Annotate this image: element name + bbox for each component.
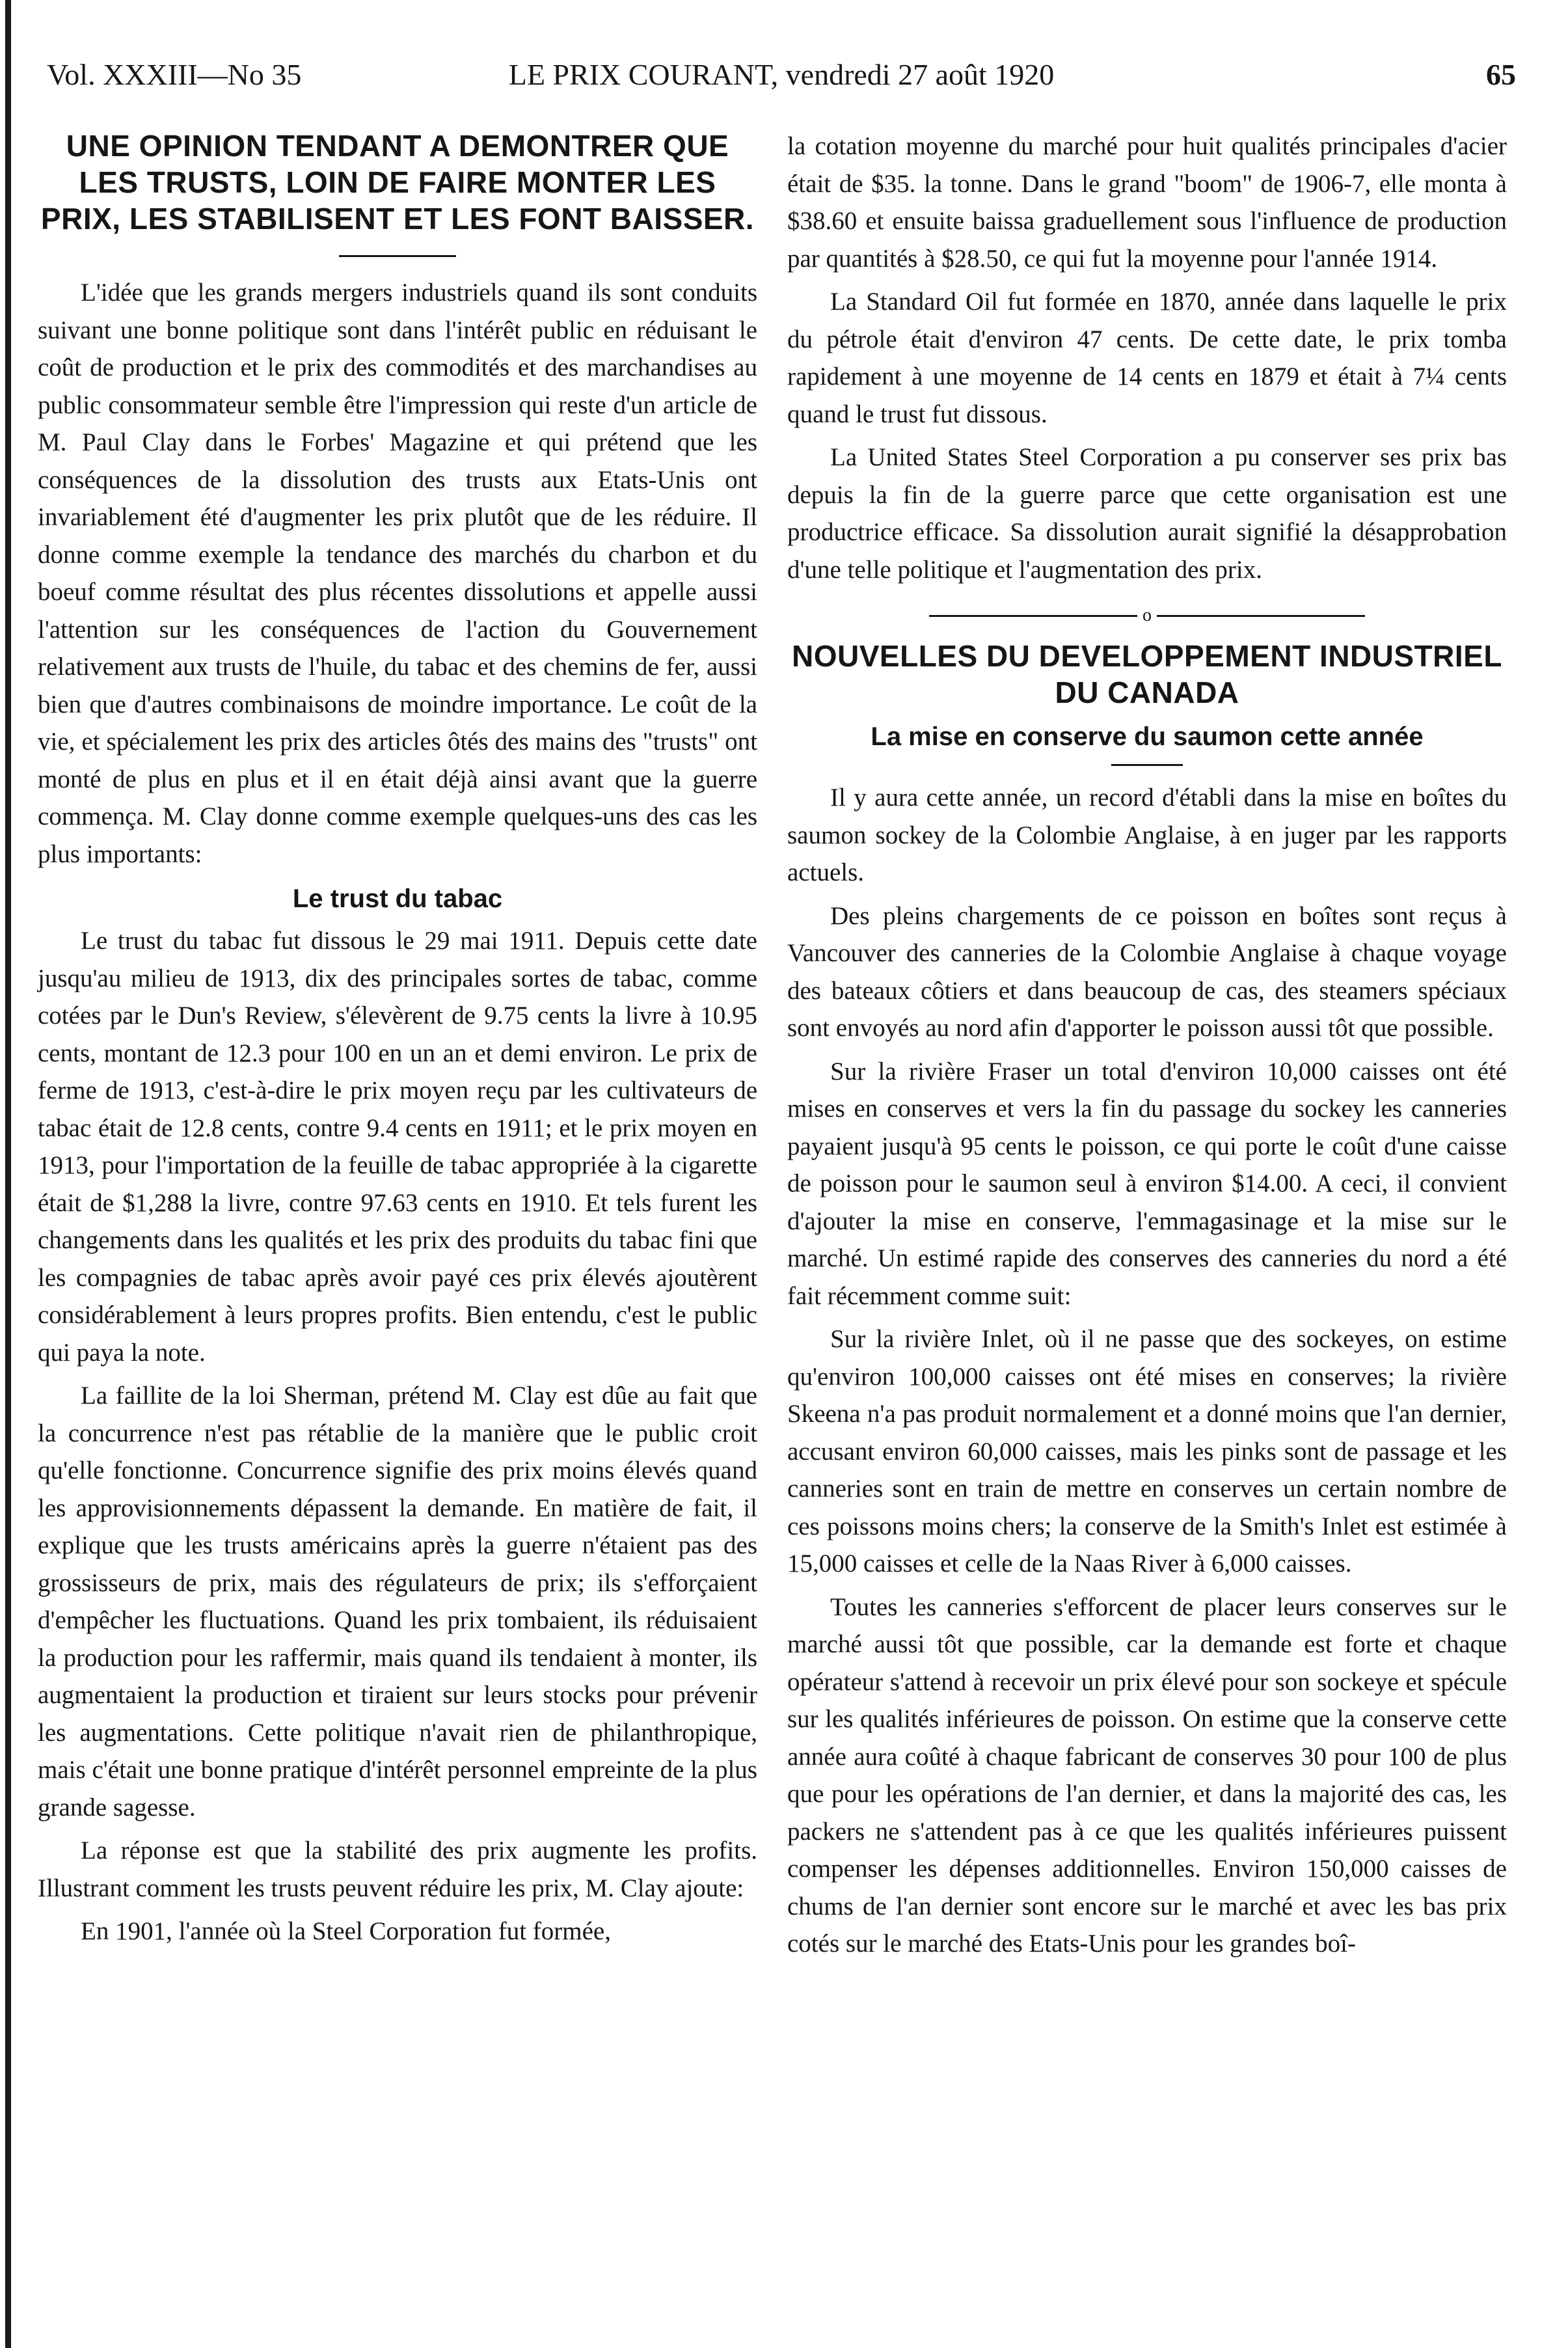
canneries-paragraph: Toutes les canneries s'efforcent de placer leurs conserves sur le marché aussi tôt que possible, car la demande est forte et chaque opérateur s'attend à recevoir un prix élevé pour son sockeye et spécule sur les qualités inférieures de poisson. On estime que la conserve cette année aura coûté à chaque fabricant de conserves 30 pour 100 de plus que pour les opérations de l'an dernier, et dans la majorité des cas, les packers ne s'attendent pas à ce que les qualités inférieures puissent compenser les dépenses additionnelles. Environ 150,000 caisses de chums de l'an dernier sont encore sur le marché et avec les bas prix cotés sur le marché des Etats-Unis pour les grandes boî-: [787, 1592, 1507, 1958]
pleins-chargements-paragraph: Des pleins chargements de ce poisson en boîtes sont reçus à Vancouver des canneries de la Colombie Anglaise à chaque voyage des bateaux côtiers et dans beaucoup de cas, des steamers spéciaux sont envoyés au nord afin d'apporter le poisson aussi tôt que possible.: [787, 901, 1507, 1042]
us-steel-paragraph: La United States Steel Corporation a pu conserver ses prix bas depuis la fin de la guerre parce que cette organisation est une productrice efficace. Sa dissolution aurait signifié la désapprobation d'une telle politique et l'augmentation des prix.: [787, 443, 1507, 584]
fraser-paragraph: Sur la rivière Fraser un total d'environ 10,000 caisses ont été mises en conserves et vers la fin du passage du sockey les canneries payaient jusqu'à 95 cents le poisson, ce qui porte le coût d'une caisse de poisson pour le saumon seul à environ $14.00. A ceci, il convient d'ajouter la mise en conserve, l'emmagasinage et la mise sur le marché. Un estimé rapide des conserves des canneries du nord a été fait récemment comme suit:: [787, 1057, 1507, 1310]
publication-title: LE PRIX COURANT, vendredi 27 août 1920: [508, 58, 1055, 91]
saumon-subhead: La mise en conserve du saumon cette année: [871, 722, 1424, 751]
left-column: [38, 128, 757, 1956]
sherman-paragraph: La faillite de la loi Sherman, prétend M. Clay est dûe au fait que la concurrence n'est pas rétablie de la manière que le public croit qu'elle fonctionne. Concurrence signifie des prix moins élevés quand les approvisionnements dépassent la demande. En matière de fait, il explique que les trusts américains après la guerre n'étaient pas des grossisseurs de prix, mais des régulateurs de prix; ils s'efforçaient d'empêcher les fluctuations. Quand les prix tombaient, ils réduisaient la production pour les raffermir, mais quand ils tendaient à monter, ils augmentaient la production et tiraient sur leurs stocks pour prévenir les augmentations. Cette politique n'avait rien de philanthropique, mais c'était une bonne pratique d'intérêt personnel empreinte de la plus grande sagesse.: [38, 1382, 757, 1822]
right-column: [787, 128, 1507, 1969]
page-header: [47, 57, 1516, 103]
headline-rule: [339, 255, 456, 257]
subhead-rule: [1111, 764, 1183, 766]
volume-number: Vol. XXXIII—No 35: [47, 58, 302, 91]
inlet-paragraph: Sur la rivière Inlet, où il ne passe que des sockeyes, on estime qu'environ 100,000 caisses ont été mises en conserves; la rivière Skeena n'a pas produit normalement et a donné moins que l'an dernier, accusant environ 60,000 caisses, mais les pinks sont de passage et les canneries sont en train de mettre en conserves un certain nombre de ces poissons moins chers; la conserve de la Smith's Inlet est estimée à 15,000 caisses et celle de la Naas River à 6,000 caisses.: [787, 1325, 1507, 1577]
reponse-paragraph: La réponse est que la stabilité des prix augmente les profits. Illustrant comment les trusts peuvent réduire les prix, M. Clay ajoute:: [38, 1836, 757, 1902]
page-edge-bar: [5, 0, 11, 2348]
record-paragraph: Il y aura cette année, un record d'établi dans la mise en boîtes du saumon sockey de la Colombie Anglaise, à en juger par les rapports actuels.: [787, 784, 1507, 886]
separator-line-right: [1157, 615, 1365, 617]
tabac-paragraph: Le trust du tabac fut dissous le 29 mai 1911. Depuis cette date jusqu'au milieu de 1913, dix des principales sortes de tabac, comme cotées par le Dun's Review, s'élevèrent de 9.75 cents la livre à 10.95 cents, montant de 12.3 pour 100 en un an et demi environ. Le prix de ferme de 1913, c'est-à-dire le prix moyen reçu par les cultivateurs de tabac était de 12.8 cents, contre 9.4 cents en 1911; et le prix moyen en 1913, pour l'importation de la feuille de tabac appropriée à la cigarette était de $1,288 la livre, contre 97.63 cents en 1910. Et tels furent les changements dans les qualités et les prix des produits du tabac fini que les compagnies de tabac après avoir payé ces prix élevés ajoutèrent considérablement à leurs propres profits. Bien entendu, c'est le public qui paya la note.: [38, 927, 757, 1367]
page-number: 65: [1486, 58, 1516, 91]
canada-headline: NOUVELLES DU DEVELOPPEMENT INDUSTRIEL DU CANADA: [792, 639, 1502, 709]
section-separator: [787, 603, 1507, 629]
trusts-headline: UNE OPINION TENDANT A DEMONTRER QUE LES TRUSTS, LOIN DE FAIRE MONTER LES PRIX, LES STABILISENT ET LES FONT BAISSER.: [40, 129, 755, 236]
standard-oil-paragraph: La Standard Oil fut formée en 1870, année dans laquelle le prix du pétrole était d'environ 47 cents. De cette date, le prix tomba rapidement à une moyenne de 14 cents en 1879 et était à 7¼ cents quand le trust fut dissous.: [787, 288, 1507, 428]
separator-mark: o: [1142, 605, 1152, 625]
steel-1901-paragraph: En 1901, l'année où la Steel Corporation fut formée,: [81, 1917, 611, 1945]
steel-continuation-paragraph: la cotation moyenne du marché pour huit qualités principales d'acier était de $35. la tonne. Dans le grand "boom" de 1906-7, elle monta à $38.60 et ensuite baissa graduellement sous l'influence de production par quantités à $28.50, ce qui fut la moyenne pour l'année 1914.: [787, 132, 1507, 273]
separator-line-left: [929, 615, 1137, 617]
intro-paragraph: L'idée que les grands mergers industriels quand ils sont conduits suivant une bonne politique sont dans l'intérêt public en réduisant le coût de production et le prix des commodités et des marchandises au public consommateur semble être l'impression qui reste d'un article de M. Paul Clay dans le Forbes' Magazine et qui prétend que les conséquences de la dissolution des trusts aux Etats-Unis ont invariablement été d'augmenter les prix plutôt que de les réduire. Il donne comme exemple la tendance des marchés du charbon et du boeuf comme résultat des plus récentes dissolutions et appelle aussi l'attention sur les conséquences de l'action du Gouvernement relativement aux trusts de l'huile, du tabac et des chemins de fer, aussi bien que d'autres combinaisons de moindre importance. Le coût de la vie, et spécialement les prix des articles ôtés des mains des "trusts" ont monté de plus en plus et il en était déjà ainsi avant que la guerre commença. M. Clay donne comme exemple quelques-uns des cas les plus importants:: [38, 279, 757, 868]
tabac-subhead: Le trust du tabac: [292, 884, 503, 913]
